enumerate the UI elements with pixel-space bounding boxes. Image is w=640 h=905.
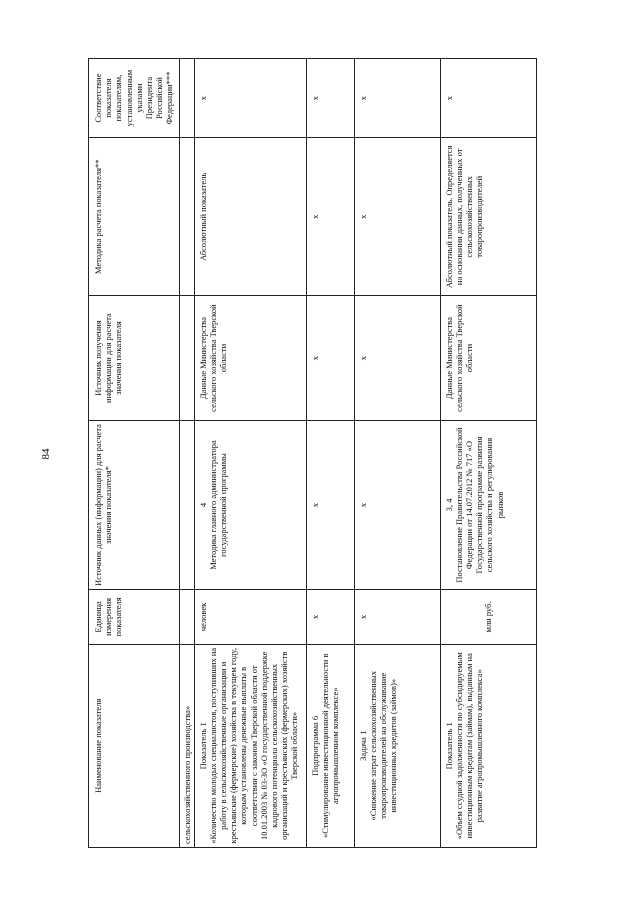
source-cell: х [354, 420, 440, 590]
subprogram-name-cell [306, 644, 354, 847]
empty-cell [179, 590, 194, 644]
section-continuation: сельскохозяйственного производства» [179, 644, 194, 847]
match-cell: х [354, 59, 440, 138]
rotated-page-content [88, 58, 568, 848]
match-cell: х [306, 59, 354, 138]
task-text: «Снижение затрат сельскохозяйственных товаропроизводителей на обслуживание инвестиционных кредитов (займов)» [367, 671, 399, 821]
indicator-title: Показатель 1 [443, 722, 454, 770]
source-cell: х [306, 420, 354, 590]
header-unit: Единица измерения показателя [89, 590, 180, 644]
table-header-row [89, 59, 180, 848]
method-cell: Абсолютный показатель [194, 138, 306, 296]
table-row [354, 59, 440, 848]
match-cell: х [194, 59, 306, 138]
obtain-cell: Данные Министерства сельского хозяйства Тверской области [194, 296, 306, 420]
header-obtain: Источник получения информации для расчета значения показателя [89, 296, 180, 420]
match-cell: х [440, 59, 536, 138]
unit-cell: млн руб. [440, 590, 536, 644]
method-cell: х [354, 138, 440, 296]
subprogram-title: Подпрограмма 6 [309, 715, 320, 776]
unit-cell: х [306, 590, 354, 644]
header-match: Соответствие показателя показателям, установленным указами Президента Российской Федерации*** [89, 59, 180, 138]
indicator-name-cell [194, 644, 306, 847]
source-cell [440, 420, 536, 590]
indicator-text: «Объем ссудной задолженности по субсидируемым инвестиционным кредитам (займам), выданным на развитие агропромышленного комплекса» [453, 652, 485, 840]
source-text: Постановление Правительства Российской Федерации от 14.07.2012 № 717 «О Государственной программе развития сельского хозяйства и регулирования рынков [453, 427, 505, 583]
indicators-table [88, 58, 537, 848]
page-number: 84 [40, 448, 52, 460]
obtain-cell: х [306, 296, 354, 420]
method-cell: х [306, 138, 354, 296]
empty-cell [179, 420, 194, 590]
empty-cell [179, 138, 194, 296]
header-method: Методика расчета показателя** [89, 138, 180, 296]
empty-cell [179, 59, 194, 138]
obtain-cell: Данные Министерства сельского хозяйства Тверской области [440, 296, 536, 420]
header-source: Источник данных (информации) для расчета значения показателя* [89, 420, 180, 590]
source-cell [194, 420, 306, 590]
unit-cell: х [354, 590, 440, 644]
empty-cell [179, 296, 194, 420]
unit-cell: человек [194, 590, 306, 644]
indicator-name-cell [440, 644, 536, 847]
source-number: 3, 4 [443, 498, 454, 512]
source-text: Методика главного администратора государственной программы [207, 440, 229, 570]
header-name: Наименование показателя [89, 644, 180, 847]
indicator-text: «Количество молодых специалистов, поступивших на работу в сельскохозяйственные организации и крестьянские (фермерские) хозяйства в текущем году, которым установлены денежные выплаты в соответствии с законом Тверской области от 10.01.2003 № 03-ЗО «О государственной поддержке кадрового потенциала сельскохозяйственных организаций и крестьянских (фермерских) хозяйств Тверской области» [207, 647, 300, 844]
table-row [306, 59, 354, 848]
indicator-title: Показатель 1 [197, 722, 208, 770]
task-name-cell [354, 644, 440, 847]
obtain-cell: х [354, 296, 440, 420]
subprogram-text: «Стимулирование инвестиционной деятельности в агропромышленном комплексе» [319, 653, 341, 839]
table-row [440, 59, 536, 848]
source-number: 4 [197, 502, 208, 508]
table-row [179, 59, 194, 848]
task-title: Задача 1 [357, 730, 368, 761]
method-cell: Абсолютный показатель. Определяется на основании данных, полученных от сельскохозяйственных товаропроизводителей [440, 138, 536, 296]
table-row [194, 59, 306, 848]
